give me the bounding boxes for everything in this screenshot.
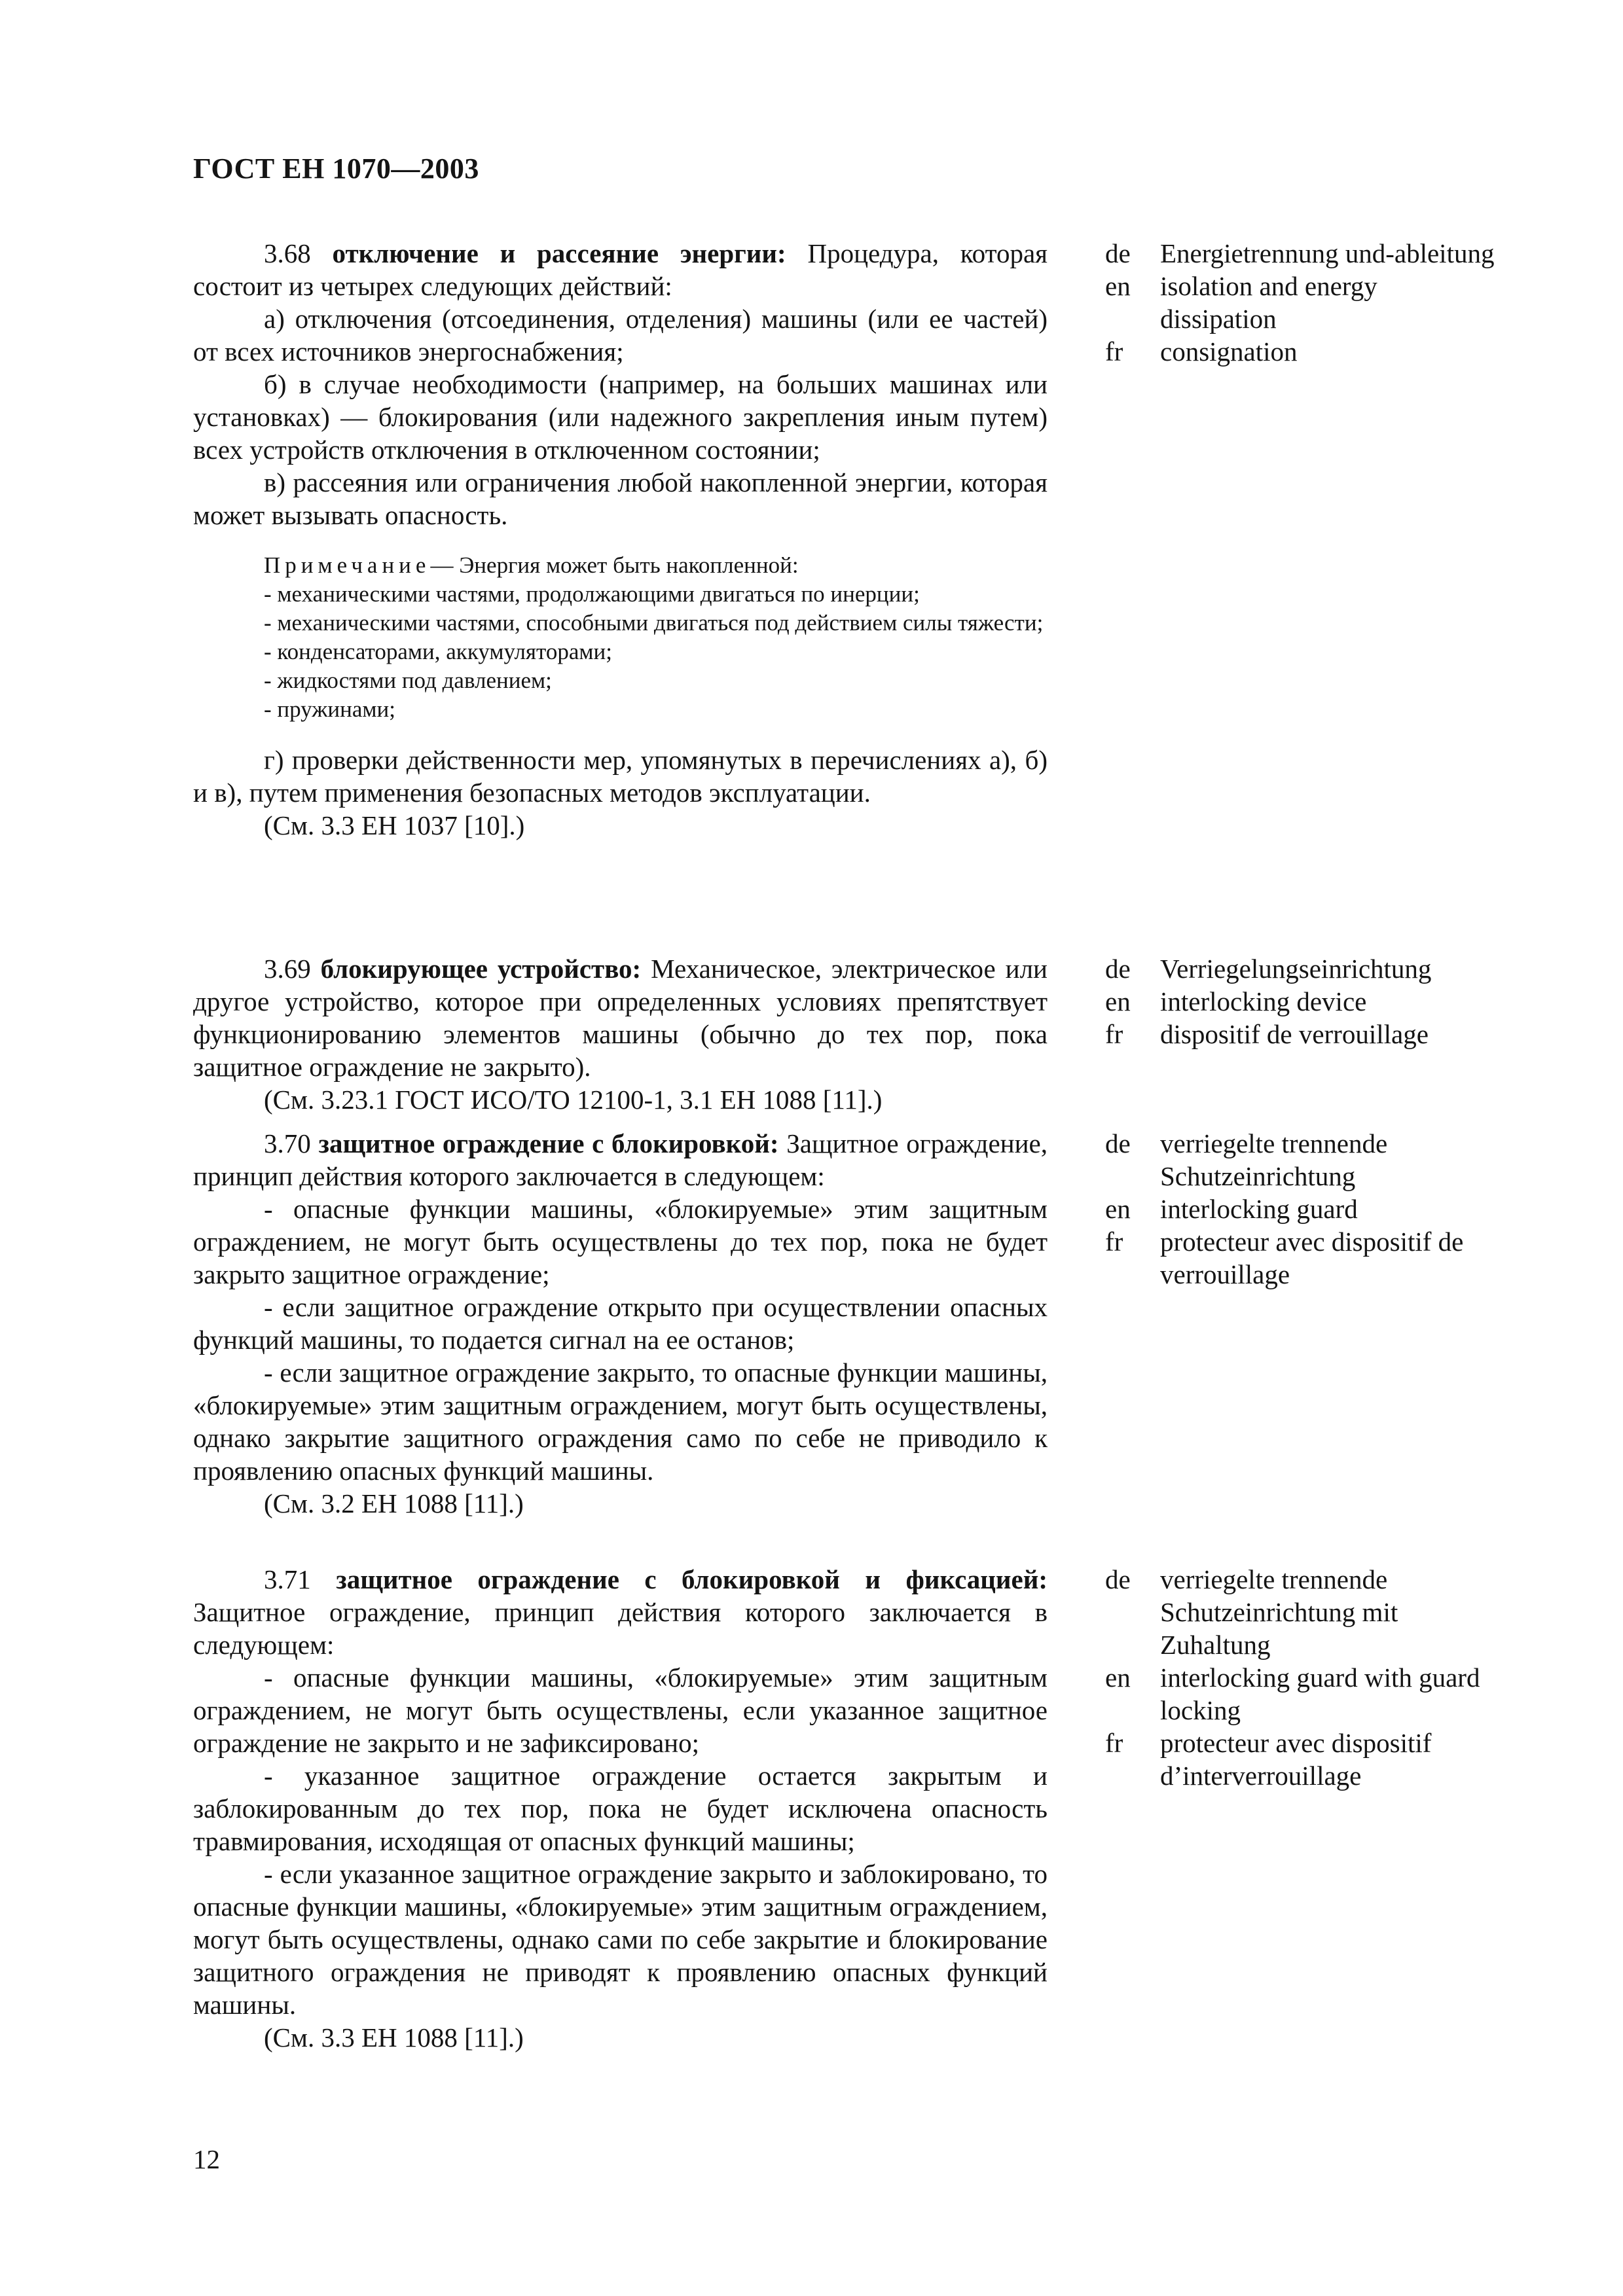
note-heading	[193, 551, 1048, 580]
entry-body	[193, 237, 1048, 842]
lang-term: Verriegelungseinrichtung	[1160, 954, 1432, 984]
entry-reference: (См. 3.3 ЕН 1088 [11].)	[264, 2022, 524, 2053]
entry-reference: (См. 3.23.1 ГОСТ ИСО/ТО 12100-1, 3.1 ЕН 1088 [11].)	[264, 1085, 883, 1115]
lang-term: interlocking guard with guard locking	[1160, 1662, 1480, 1725]
lang-term: protecteur avec dispositif de verrouillage	[1160, 1227, 1464, 1289]
translations	[1105, 952, 1498, 1050]
translation-fr	[1105, 1018, 1498, 1050]
term-entry-3-71	[193, 1563, 1503, 2054]
entry-term: защитное ограждение с блокировкой:	[318, 1128, 779, 1158]
entry-definition	[193, 237, 1048, 302]
entry-paragraph: - если указанное защитное ограждение закрыто и заблокировано, то опасные функции машины, «блокируемые» этим защитным ограждением, могут быть осуществлены, однако сами по себе закрытие и блокирование защитного ограждения не приводят к проявлению опасных функций машины.	[193, 1859, 1048, 2020]
entry-definition	[193, 1127, 1048, 1193]
lang-code: fr	[1105, 336, 1123, 367]
lang-term: isolation and energy dissipation	[1160, 271, 1377, 334]
note-item: - конденсаторами, аккумуляторами;	[264, 639, 613, 664]
entry-term: защитное ограждение с блокировкой и фиксацией:	[336, 1564, 1048, 1594]
lang-code: en	[1105, 986, 1131, 1016]
note-item: - жидкостями под давлением;	[264, 668, 552, 693]
entry-text: Защитное ограждение, принцип действия которого заключается в следующем:	[193, 1597, 1048, 1660]
lang-code: de	[1105, 1564, 1131, 1594]
note-intro: — Энергия может быть накопленной:	[430, 552, 799, 578]
lang-code: de	[1105, 238, 1131, 268]
lang-code: fr	[1105, 1019, 1123, 1049]
translation-de	[1105, 952, 1498, 985]
translation-fr	[1105, 335, 1498, 368]
translation-de	[1105, 1563, 1498, 1661]
entry-paragraph: - если защитное ограждение открыто при осуществлении опасных функций машины, то подается сигнал на ее останов;	[193, 1292, 1048, 1355]
translation-de	[1105, 237, 1498, 270]
lang-code: de	[1105, 954, 1131, 984]
lang-term: verriegelte trennende Schutzeinrichtung	[1160, 1128, 1388, 1191]
lang-term: protecteur avec dispositif d’interverrouillage	[1160, 1728, 1432, 1791]
lang-code: de	[1105, 1128, 1131, 1158]
lang-code: en	[1105, 1662, 1131, 1693]
translations	[1105, 1563, 1498, 1792]
entry-paragraph: в) рассеяния или ограничения любой накопленной энергии, которая может вызывать опасность.	[193, 467, 1048, 530]
entry-number: 3.70	[264, 1128, 311, 1158]
entry-number: 3.69	[264, 954, 311, 984]
translation-fr	[1105, 1727, 1498, 1792]
lang-code: fr	[1105, 1227, 1123, 1257]
entry-reference: (См. 3.3 ЕН 1037 [10].)	[264, 810, 525, 840]
lang-term: Energietrennung und-ableitung	[1160, 238, 1495, 268]
lang-term: dispositif de verrouillage	[1160, 1019, 1429, 1049]
entry-paragraph: а) отключения (отсоединения, отделения) машины (или ее частей) от всех источников энергоснабжения;	[193, 304, 1048, 367]
note-item: - пружинами;	[264, 696, 395, 722]
entry-term: отключение и рассеяние энергии:	[332, 238, 786, 268]
lang-code: en	[1105, 271, 1131, 301]
entry-number: 3.71	[264, 1564, 311, 1594]
document-header: ГОСТ ЕН 1070—2003	[193, 152, 479, 185]
entry-text: Механическое, электрическое или другое устройство, которое при определенных условиях препятствует функционированию элементов машины (обычно до тех пор, пока защитное ограждение не закрыто).	[193, 954, 1048, 1082]
term-entry-3-68	[193, 237, 1503, 842]
entry-paragraph: - указанное защитное ограждение остается закрытым и заблокированным до тех пор, пока не будет исключена опасность травмирования, исходящая от опасных функций машины;	[193, 1761, 1048, 1856]
page-number: 12	[193, 2144, 220, 2174]
lang-code: fr	[1105, 1728, 1123, 1758]
note-label: Примечание	[264, 552, 431, 578]
entry-note	[193, 551, 1048, 724]
lang-term: consignation	[1160, 336, 1298, 367]
translations	[1105, 237, 1498, 368]
lang-term: interlocking guard	[1160, 1194, 1358, 1224]
entry-body	[193, 1127, 1048, 1520]
lang-code: en	[1105, 1194, 1131, 1224]
entry-paragraph: б) в случае необходимости (например, на больших машинах или установках) — блокирования (или надежного закрепления иным путем) всех устройств отключения в отключенном состоянии;	[193, 369, 1048, 465]
entry-reference: (См. 3.2 ЕН 1088 [11].)	[264, 1488, 524, 1518]
term-entry-3-70	[193, 1127, 1503, 1520]
entry-paragraph: - опасные функции машины, «блокируемые» этим защитным ограждением, не могут быть осуществлены, если указанное защитное ограждение не закрыто и не зафиксировано;	[193, 1662, 1048, 1758]
entry-text: Процедура, которая состоит из четырех следующих действий:	[193, 238, 1048, 301]
translation-en	[1105, 1661, 1498, 1727]
lang-term: interlocking device	[1160, 986, 1367, 1016]
entry-body	[193, 1563, 1048, 2054]
note-item: - механическими частями, способными двигаться под действием силы тяжести;	[264, 610, 1044, 636]
entry-paragraph: - если защитное ограждение закрыто, то опасные функции машины, «блокируемые» этим защитным ограждением, могут быть осуществлены, однако закрытие защитного ограждения само по себе не приводило к проявлению опасных функций машины.	[193, 1357, 1048, 1486]
entry-definition	[193, 952, 1048, 1083]
translation-en	[1105, 985, 1498, 1018]
entry-term: блокирующее устройство:	[320, 954, 642, 984]
entry-number: 3.68	[264, 238, 311, 268]
term-entry-3-69	[193, 952, 1503, 1116]
lang-term: verriegelte trennende Schutzeinrichtung mit Zuhaltung	[1160, 1564, 1398, 1660]
entry-definition	[193, 1563, 1048, 1661]
entry-body	[193, 952, 1048, 1116]
translation-fr	[1105, 1225, 1498, 1291]
translation-en	[1105, 270, 1498, 335]
entry-text: Защитное ограждение, принцип действия которого заключается в следующем:	[193, 1128, 1048, 1191]
note-item: - механическими частями, продолжающими двигаться по инерции;	[264, 581, 920, 607]
entry-paragraph: г) проверки действенности мер, упомянутых в перечислениях а), б) и в), путем применения безопасных методов эксплуатации.	[193, 745, 1048, 808]
entry-paragraph: - опасные функции машины, «блокируемые» этим защитным ограждением, не могут быть осуществлены до тех пор, пока не будет закрыто защитное ограждение;	[193, 1194, 1048, 1289]
translation-en	[1105, 1193, 1498, 1225]
translation-de	[1105, 1127, 1498, 1193]
translations	[1105, 1127, 1498, 1291]
